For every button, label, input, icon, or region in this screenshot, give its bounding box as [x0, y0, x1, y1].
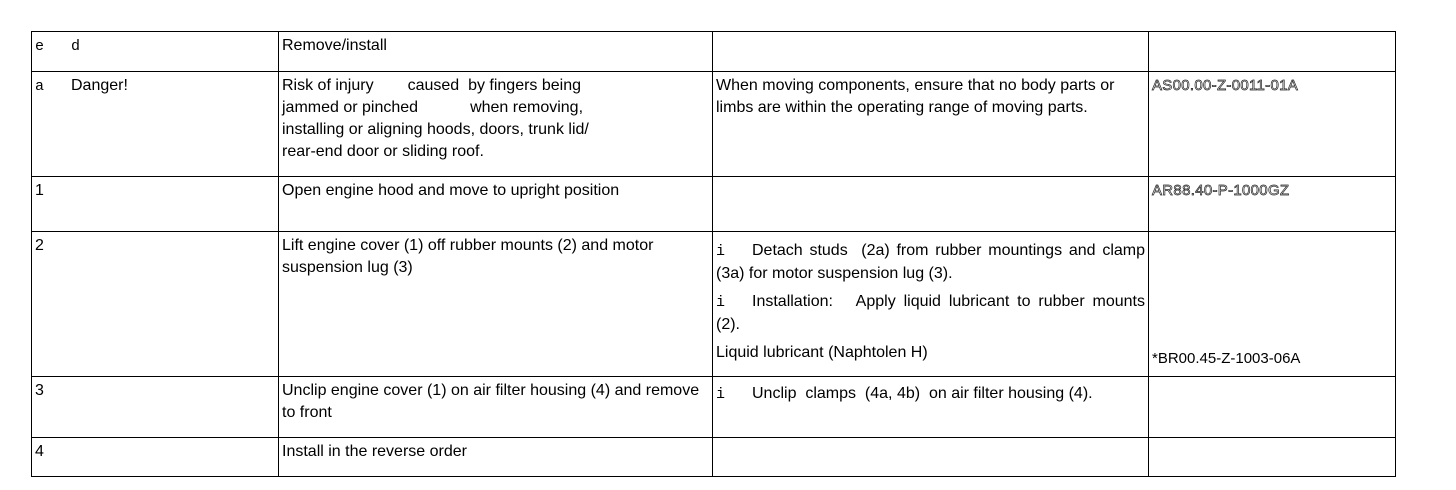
- step-ref-link[interactable]: *BR00.45-Z-1003-06A: [1152, 350, 1301, 367]
- step-number: 3: [35, 382, 44, 399]
- step-text-cell: [279, 377, 713, 438]
- info-icon: i: [716, 386, 726, 403]
- step-text: Open engine hood and move to upright position: [282, 182, 620, 199]
- danger-ref-link[interactable]: AS00.00-Z-0011-01A: [1152, 77, 1299, 94]
- procedure-table: [31, 31, 1396, 477]
- install-symbol: d: [71, 38, 81, 55]
- risk-line-3: installing or aligning hoods, doors, trunk lid/: [282, 121, 589, 138]
- risk-line-4: rear-end door or sliding roof.: [282, 143, 484, 160]
- step-note: i Unclip clamps (4a, 4b) on air filter housing (4).: [716, 383, 1145, 406]
- header-action-cell: [279, 32, 713, 72]
- danger-measure-text: When moving components, ensure that no body parts or limbs are within the operating range of moving parts.: [716, 77, 1115, 116]
- step-note: i Detach studs (2a) from rubber mountings and clamp (3a) for motor suspension lug (3).: [716, 242, 1150, 282]
- danger-icon: a: [35, 78, 45, 95]
- step-note-cell: [713, 377, 1149, 438]
- danger-label-cell: [32, 72, 279, 177]
- step-note-lubricant: Liquid lubricant (Naphtolen H): [716, 344, 928, 361]
- step-row-3: [32, 377, 1396, 438]
- step-text-cell: [279, 232, 713, 377]
- step-text: Install in the reverse order: [282, 443, 467, 460]
- danger-ref-cell: [1149, 72, 1396, 177]
- header-symbols-cell: [32, 32, 279, 72]
- step-number-cell: [32, 438, 279, 477]
- header-empty-cell: [713, 32, 1149, 72]
- step-ref-cell: [1149, 377, 1396, 438]
- step-number: 4: [35, 443, 44, 460]
- risk-line-1: Risk of injury caused by fingers being: [282, 77, 582, 94]
- step-text-cell: [279, 438, 713, 477]
- step-number-cell: [32, 377, 279, 438]
- step-ref-link[interactable]: AR88.40-P-1000GZ: [1152, 182, 1290, 199]
- step-text-cell: [279, 177, 713, 232]
- danger-label: Danger!: [71, 77, 128, 94]
- step-ref-cell: [1149, 177, 1396, 232]
- step-number: 2: [35, 237, 44, 254]
- step-row-4: [32, 438, 1396, 477]
- danger-risk-cell: [279, 72, 713, 177]
- step-note-cell: [713, 232, 1149, 377]
- header-ref-cell: [1149, 32, 1396, 72]
- step-note-cell: [713, 438, 1149, 477]
- header-action-text: Remove/install: [282, 37, 387, 54]
- remove-symbol: e: [35, 38, 45, 55]
- header-row: [32, 32, 1396, 72]
- danger-measure-cell: [713, 72, 1149, 177]
- step-text: Lift engine cover (1) off rubber mounts (2) and motor suspension lug (3): [282, 237, 654, 276]
- step-number-cell: [32, 177, 279, 232]
- danger-row: [32, 72, 1396, 177]
- step-row-1: [32, 177, 1396, 232]
- step-note-cell: [713, 177, 1149, 232]
- step-ref-cell: [1149, 232, 1396, 377]
- step-note: i Installation: Apply liquid lubricant to rubber mounts (2).: [716, 293, 1150, 333]
- step-number: 1: [35, 182, 44, 199]
- info-icon: i: [716, 243, 726, 260]
- step-text: Unclip engine cover (1) on air filter housing (4) and remove to front: [282, 382, 700, 421]
- step-row-2: [32, 232, 1396, 377]
- info-icon: i: [716, 294, 726, 311]
- risk-line-2: jammed or pinched when removing,: [282, 99, 584, 116]
- step-ref-cell: [1149, 438, 1396, 477]
- step-number-cell: [32, 232, 279, 377]
